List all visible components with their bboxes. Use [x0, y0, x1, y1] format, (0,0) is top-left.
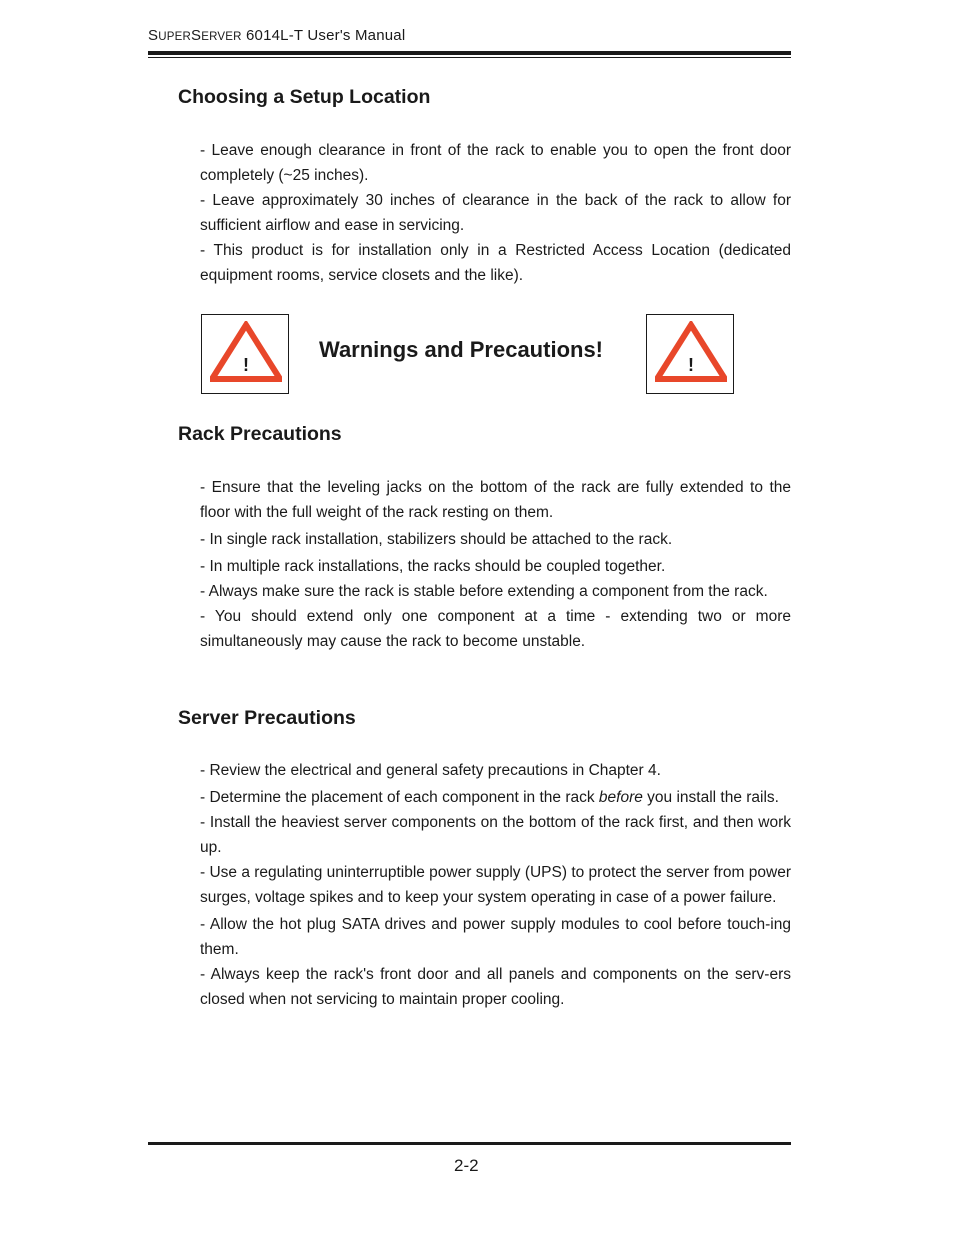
header-initial-2: S — [190, 27, 202, 44]
warning-sign-left — [201, 314, 289, 394]
server-item: - Always keep the rack's front door and all panels and components on the serv-ers closed when not servicing to maintain proper cooling. — [200, 966, 791, 1008]
setup-item: - Leave approximately 30 inches of clearance in the back of the rack to allow for sufficient airflow and ease in servicing. — [200, 192, 791, 234]
header-rule-thin — [148, 57, 791, 58]
server-item-emphasis: before — [598, 789, 643, 806]
server-item: - Review the electrical and general safety precautions in Chapter 4. — [200, 762, 661, 779]
warnings-title: Warnings and Precautions! — [319, 337, 604, 362]
setup-heading: Choosing a Setup Location — [178, 86, 431, 108]
rack-item: - Always make sure the rack is stable before extending a component from the rack. — [200, 583, 768, 600]
server-item: - Install the heaviest server components on the bottom of the rack first, and then work up. — [200, 814, 791, 856]
server-item — [200, 785, 791, 810]
setup-item: - This product is for installation only in a Restricted Access Location (dedicated equipment rooms, service closets and the like). — [200, 242, 791, 284]
rack-item: - In multiple rack installations, the racks should be coupled together. — [200, 558, 666, 575]
warning-mark: ! — [243, 355, 249, 375]
setup-item: - Leave enough clearance in front of the rack to enable you to open the front door completely (~25 inches). — [200, 142, 791, 184]
server-item-text: you install the rails. — [642, 789, 779, 806]
warning-sign-right — [646, 314, 734, 394]
header-smallcaps-1: UPER — [158, 31, 191, 43]
footer-rule — [148, 1142, 791, 1145]
warning-mark: ! — [688, 355, 694, 375]
page-number: 2-2 — [454, 1156, 479, 1175]
server-item-text: - Determine the placement of each component in the rack — [200, 789, 599, 806]
warning-triangle-icon — [210, 321, 282, 385]
rack-item: - You should extend only one component at a time - extending two or more simultaneously may cause the rack to become unstable. — [200, 608, 791, 650]
rack-item: - Ensure that the leveling jacks on the bottom of the rack are fully extended to the floor with the full weight of the rack resting on them. — [200, 479, 791, 521]
header-initial-1: S — [148, 27, 159, 44]
server-item: - Use a regulating uninterruptible power supply (UPS) to protect the server from power surges, voltage spikes and to keep your system operating in case of a power failure. — [200, 864, 791, 906]
running-header — [148, 27, 405, 44]
rack-list — [200, 475, 791, 654]
header-rule-thick — [148, 51, 791, 55]
server-list — [200, 758, 791, 1012]
server-item: - Allow the hot plug SATA drives and power supply modules to cool before touch-ing them. — [200, 916, 791, 958]
setup-list — [200, 138, 791, 288]
warning-triangle-icon — [655, 321, 727, 385]
header-smallcaps-2: ERVER — [201, 31, 242, 43]
rack-heading: Rack Precautions — [178, 423, 342, 445]
header-rest: 6014L-T User's Manual — [241, 27, 406, 44]
server-heading: Server Precautions — [178, 707, 356, 729]
rack-item: - In single rack installation, stabilizers should be attached to the rack. — [200, 531, 673, 548]
